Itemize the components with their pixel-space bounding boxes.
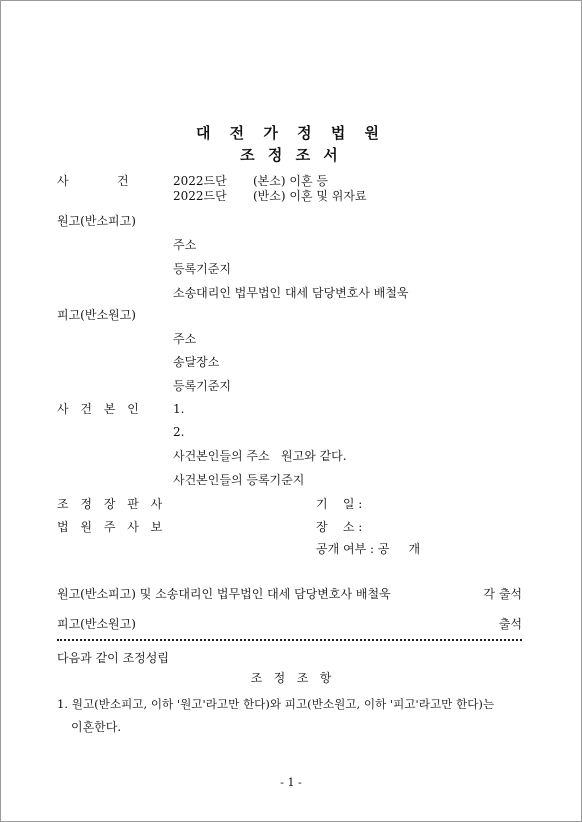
case-number-2: 2022드단 [173, 189, 227, 203]
clerk-label: 법 원 주 사 보 [57, 520, 167, 534]
attendance-party-1: 원고(반소피고) 및 소송대리인 법무법인 대세 담당변호사 배철욱 [57, 587, 391, 601]
plaintiff-label: 원고(반소피고) [57, 214, 136, 228]
principals-address: 사건본인들의 주소 원고와 같다. [173, 449, 347, 463]
document-title: 조 정 조 서 [240, 146, 342, 164]
case-desc-2: (반소) 이혼 및 위자료 [253, 189, 367, 203]
principal-1: 1. [173, 402, 185, 416]
defendant-registry: 등록기준지 [173, 379, 231, 393]
public-status: 공개 여부 : 공 개 [316, 542, 421, 556]
case-desc-1: (본소) 이혼 등 [253, 174, 328, 188]
term-1-line-1: 1. 원고(반소피고, 이하 '원고'라고만 한다)와 피고(반소원고, 이하 '피고'라고만 한다)는 [57, 697, 495, 711]
principals-registry: 사건본인들의 등록기준지 [173, 473, 305, 487]
defendant-service-address: 송달장소 [173, 355, 220, 369]
page-number: - 1 - [280, 776, 302, 789]
judge-label: 조 정 장 판 사 [57, 497, 167, 511]
place-label: 장 소 : [316, 520, 363, 534]
terms-heading: 조 정 조 항 [250, 671, 332, 685]
court-name: 대 전 가 정 법 원 [195, 124, 387, 142]
attendance-status-1: 각 출석 [483, 587, 522, 601]
term-1-line-2: 이혼한다. [71, 720, 122, 734]
case-number-1: 2022드단 [173, 174, 227, 188]
defendant-address: 주소 [173, 332, 197, 346]
attendance-status-2: 출석 [498, 617, 522, 631]
plaintiff-attorney: 소송대리인 법무법인 대세 담당변호사 배철욱 [173, 286, 409, 300]
attendance-party-2: 피고(반소원고) [57, 617, 136, 631]
defendant-label: 피고(반소원고) [57, 308, 136, 322]
dotted-divider [57, 639, 522, 641]
plaintiff-registry: 등록기준지 [173, 262, 231, 276]
principal-2: 2. [173, 425, 185, 439]
principals-label: 사 건 본 인 [57, 402, 143, 416]
mediation-established: 다음과 같이 조정성립 [57, 651, 169, 665]
date-label: 기 일 : [316, 497, 363, 511]
plaintiff-address: 주소 [173, 238, 197, 252]
